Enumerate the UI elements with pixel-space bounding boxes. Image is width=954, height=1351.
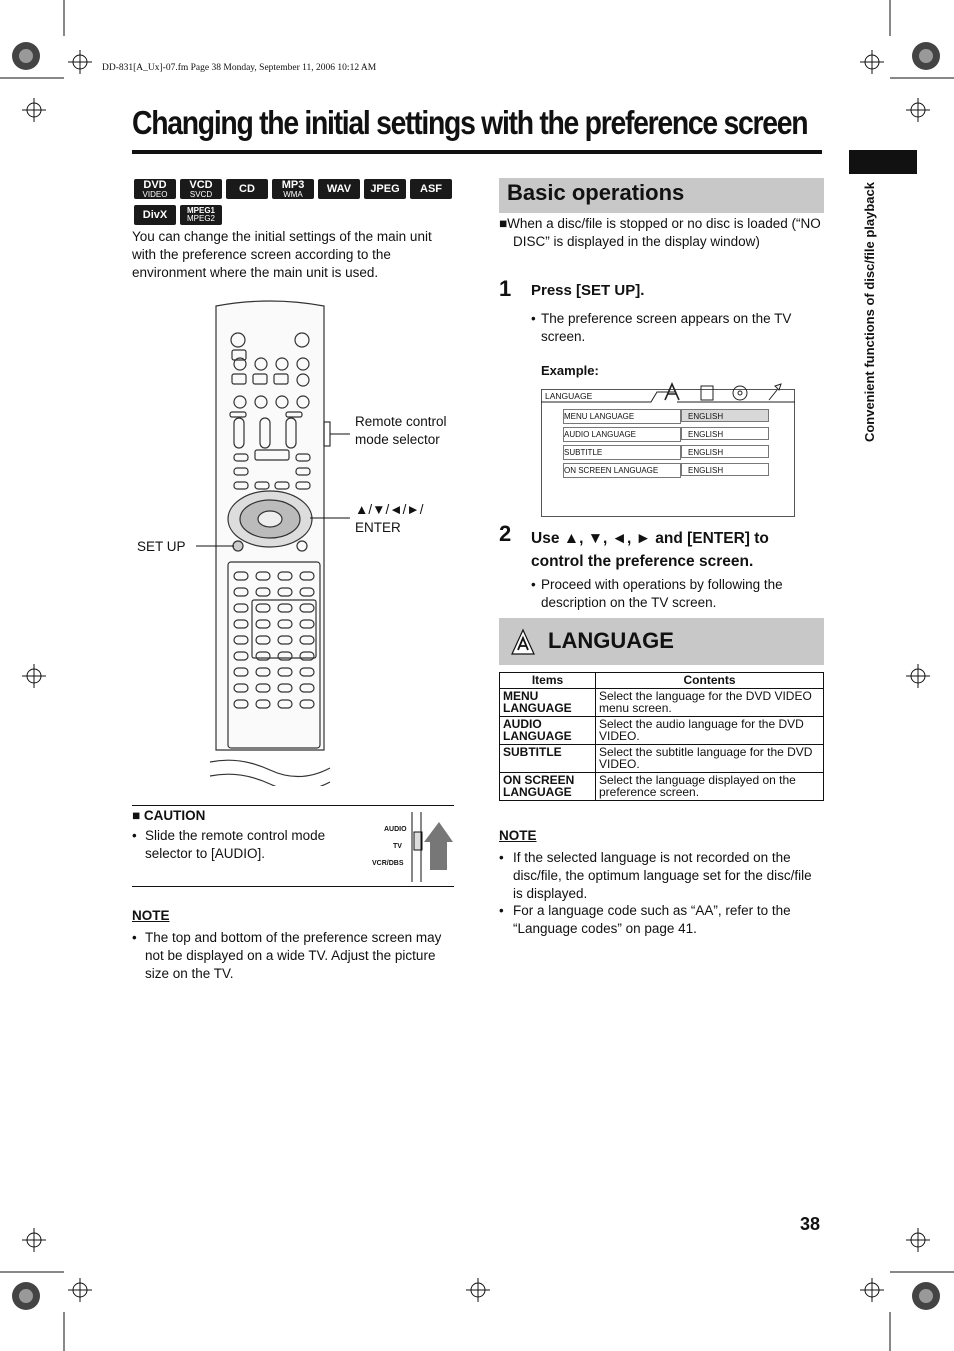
example-tab-label: LANGUAGE <box>545 391 593 401</box>
badge-dvd: DVD VIDEO <box>134 179 176 199</box>
badge-divx: DivX <box>134 205 176 225</box>
example-label: Example: <box>541 363 599 378</box>
example-row-item: ON SCREEN LANGUAGE <box>563 463 681 478</box>
sidebar-label: Convenient functions of disc/file playback <box>862 182 877 443</box>
table-row <box>500 744 824 772</box>
label-setup: SET UP <box>137 539 186 554</box>
basic-operations-heading: Basic operations <box>499 178 824 213</box>
row-content: Select the language displayed on the preference screen. <box>596 772 824 800</box>
col-items: Items <box>500 673 596 689</box>
step2-bullet: • Proceed with operations by following the description on the TV screen. <box>531 577 783 610</box>
note-right-bullet: • If the selected language is not recorded on the disc/file, the optimum language set for the disc/file is displayed. <box>499 850 812 901</box>
basic-condition: ■When a disc/file is stopped or no disc is loaded (“NO DISC” is displayed in the display window) <box>499 216 821 249</box>
table-row <box>500 688 824 716</box>
badge-cd: CD <box>226 179 268 199</box>
caution-rule-top <box>132 805 454 806</box>
title-rule <box>132 150 822 154</box>
example-row-value: ENGLISH <box>681 427 769 440</box>
step1-number: 1 <box>499 276 512 301</box>
step1-bullet: • The preference screen appears on the TV screen. <box>531 311 792 344</box>
badge-vcd: VCD SVCD <box>180 179 222 199</box>
language-table <box>499 672 824 801</box>
example-row-item: AUDIO LANGUAGE <box>563 427 681 442</box>
step1-title: Press [SET UP]. <box>531 282 645 299</box>
col-contents: Contents <box>596 673 824 689</box>
badge-asf: ASF <box>410 179 452 199</box>
table-row <box>500 772 824 800</box>
note-right-bullet: • For a language code such as “AA”, refer to the “Language codes” on page 41. <box>499 903 791 936</box>
label-arrows-enter: ▲/▼/◄/►/ ENTER <box>355 502 424 535</box>
file-info: DD-831[A_Ux]-07.fm Page 38 Monday, September 11, 2006 10:12 AM <box>102 63 377 73</box>
label-mode-selector: Remote control mode selector <box>355 414 447 447</box>
page-number: 38 <box>800 1214 821 1234</box>
row-content: Select the audio language for the DVD VIDEO. <box>596 716 824 744</box>
step2-number: 2 <box>499 521 512 546</box>
table-row <box>500 716 824 744</box>
row-content: Select the subtitle language for the DVD VIDEO. <box>596 744 824 772</box>
badge-wav: WAV <box>318 179 360 199</box>
example-row-item: MENU LANGUAGE <box>563 409 681 424</box>
table-header-row <box>500 673 824 689</box>
mode-switch-icon <box>408 812 454 884</box>
row-item: SUBTITLE <box>500 744 596 772</box>
badge-mpeg: MPEG1 MPEG2 <box>180 205 222 225</box>
badge-jpeg: JPEG <box>364 179 406 199</box>
example-row-value: ENGLISH <box>681 463 769 476</box>
switch-label-vcr: VCR/DBS <box>372 860 404 867</box>
language-heading: LANGUAGE <box>548 628 674 653</box>
row-content: Select the language for the DVD VIDEO menu screen. <box>596 688 824 716</box>
switch-label-audio: AUDIO <box>384 826 407 833</box>
example-row-item: SUBTITLE <box>563 445 681 460</box>
caution-title: ■ CAUTION <box>132 808 206 823</box>
row-item: MENU LANGUAGE <box>500 688 596 716</box>
caution-text: • Slide the remote control mode selector to [AUDIO]. <box>132 828 326 861</box>
example-tab-icons <box>541 380 795 404</box>
badge-mp3: MP3 WMA <box>272 179 314 199</box>
callout-lines <box>190 420 360 560</box>
page-title: Changing the initial settings with the preference screen <box>132 104 808 141</box>
caution-rule-bottom <box>132 886 454 887</box>
chapter-tab <box>849 150 917 174</box>
language-icon <box>508 628 540 658</box>
row-item: AUDIO LANGUAGE <box>500 716 596 744</box>
intro-text: You can change the initial settings of the main unit with the preference screen according to the environment where the main unit is used. <box>132 229 432 280</box>
example-row-value: ENGLISH <box>681 445 769 458</box>
switch-label-tv: TV <box>393 843 402 850</box>
note-right-title: NOTE <box>499 828 537 843</box>
example-row-value: ENGLISH <box>681 409 769 422</box>
step2-title: Use ▲, ▼, ◄, ► and [ENTER] to control the preference screen. <box>531 530 769 570</box>
row-item: ON SCREEN LANGUAGE <box>500 772 596 800</box>
note-left-title: NOTE <box>132 908 170 923</box>
note-left-text: • The top and bottom of the preference screen may not be displayed on a wide TV. Adjust the picture size on the TV. <box>132 930 442 981</box>
